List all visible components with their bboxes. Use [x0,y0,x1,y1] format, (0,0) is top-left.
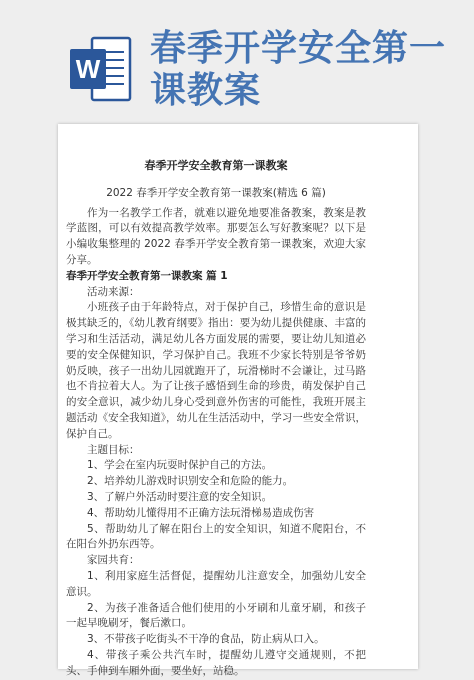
paragraph: 作为一名教学工作者，就难以避免地要准备教案，教案是教学蓝图，可以有效提高教学效率。那要怎么写好教案呢？以下是小编收集整理的 2022 春季开学安全教育第一课教案，欢迎大家分享。 [66,206,366,266]
document-title: 春季开学安全教育第一课教案 [144,159,288,172]
paragraph: 4、带孩子乘公共汽车时，提醒幼儿遵守交通规则，不把头、手伸到车厢外面，要坐好，站稳。 [66,648,366,677]
paragraph: 2、培养幼儿游戏时识别安全和危险的能力。 [87,475,294,488]
paragraph: 5、帮助幼儿了解在阳台上的安全知识，知道不爬阳台，不在阳台外扔东西等。 [66,522,366,551]
paragraph: 1、利用家庭生活督促，提醒幼儿注意安全，加强幼儿安全意识。 [66,569,366,598]
paragraph: 小班孩子由于年龄特点，对于保护自己，珍惜生命的意识是极其缺乏的，《幼儿教育纲要》指出：要为幼儿提供健康、丰富的学习和生活活动，满足幼儿各方面发展的需要，要让幼儿知道必要的安全保健知识，学习保护自己。我班不少家长特别是爷爷奶奶反映，孩子一出幼儿园就跑开了，玩滑梯时不会谦让，过马路也不肯拉着大人。为了让孩子感悟到生命的珍贵，萌发保护自己的安全意识，减少幼儿身心受到意外伤害的可能性，我班开展主题活动《安全我知道》，幼儿在生活活动中，学习一些安全常识，保护自己。 [66,301,366,440]
document-body [66,158,366,680]
paragraph: 主题目标： [87,443,140,456]
word-icon [70,36,132,102]
document-subtitle: 2022 春季开学安全教育第一课教案(精选 6 篇) [106,186,326,199]
banner-title: 春季开学安全第一课教案 [150,28,447,111]
paragraph: 2、为孩子准备适合他们使用的小牙刷和儿童牙刷，和孩子一起早晚刷牙，餐后漱口。 [66,601,366,630]
paragraph: 3、不带孩子吃街头不干净的食品，防止病从口入。 [87,633,325,646]
paragraph: 家园共育： [87,554,140,567]
section-heading: 春季开学安全教育第一课教案 篇 1 [66,269,228,282]
paragraph: 3、了解户外活动时要注意的安全知识。 [87,490,273,503]
paragraph: 1、学会在室内玩耍时保护自己的方法。 [87,459,273,472]
svg-text:W: W [75,54,101,84]
paragraph-list [66,206,366,680]
paragraph: 4、帮助幼儿懂得用不正确方法玩滑梯易造成伤害 [87,506,315,519]
banner [0,0,474,122]
paragraph: 活动来源： [87,285,140,298]
